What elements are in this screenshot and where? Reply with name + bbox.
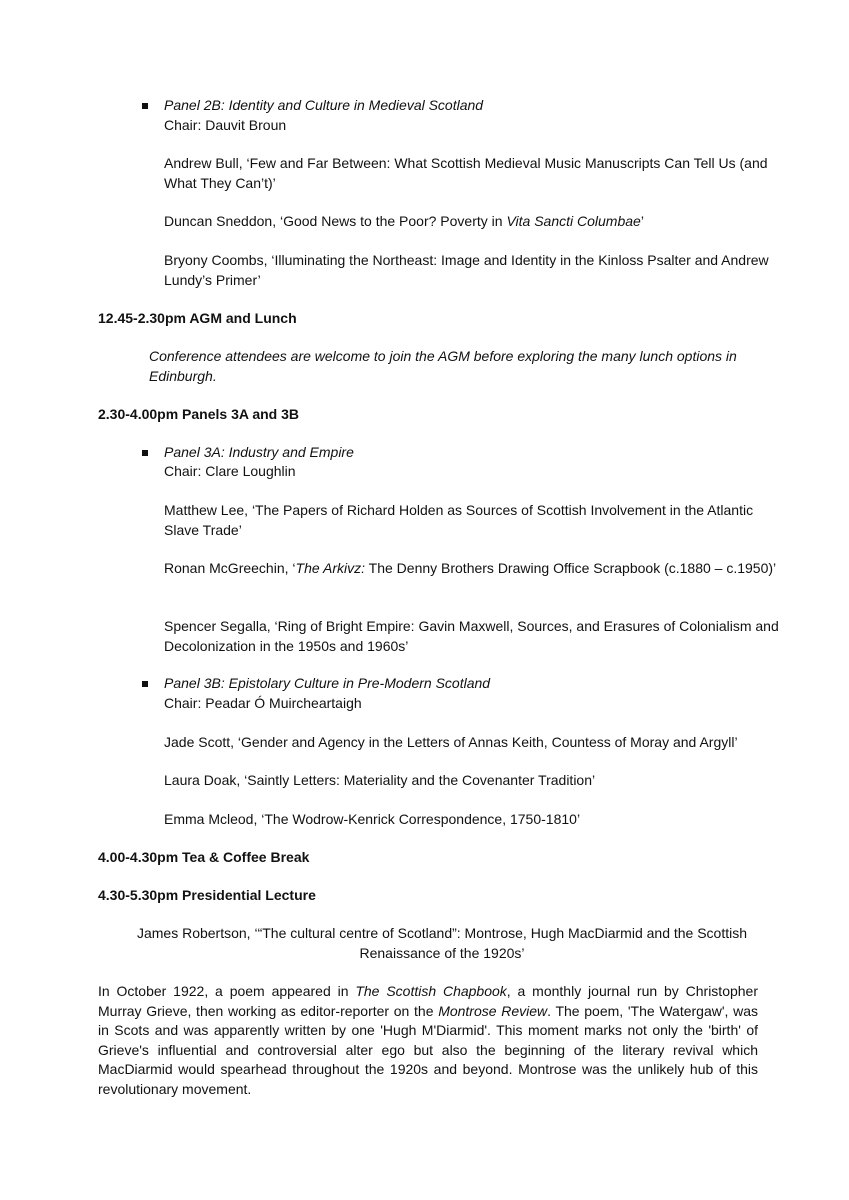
paper-entry: Matthew Lee, ‘The Papers of Richard Holden as Sources of Scottish Involvement in the Atlantic Slave Trade’ — [164, 502, 754, 538]
bullet-icon — [142, 681, 148, 687]
bullet-icon — [142, 103, 148, 109]
session-heading: 4.00-4.30pm Tea & Coffee Break — [98, 849, 310, 865]
session-heading: 4.30-5.30pm Presidential Lecture — [98, 887, 316, 903]
panel-3b-chair: Chair: Peadar Ó Muircheartaigh — [164, 695, 362, 711]
paper-entry: Duncan Sneddon, ‘Good News to the Poor? Poverty in Vita Sancti Columbae’ — [164, 213, 644, 229]
panel-3a-title: Panel 3A: Industry and Empire — [164, 444, 354, 460]
session-heading: 12.45-2.30pm AGM and Lunch — [98, 310, 297, 326]
paper-entry: Laura Doak, ‘Saintly Letters: Materiality and the Covenanter Tradition’ — [164, 772, 596, 788]
paper-entry: Andrew Bull, ‘Few and Far Between: What Scottish Medieval Music Manuscripts Can Tell Us (and What They Can’t)’ — [164, 155, 768, 191]
panel-2b-title: Panel 2B: Identity and Culture in Medieval Scotland — [164, 97, 484, 113]
panel-2b-chair: Chair: Dauvit Broun — [164, 117, 287, 133]
panel-3a-chair: Chair: Clare Loughlin — [164, 463, 296, 479]
bullet-icon — [142, 450, 148, 456]
lecture-abstract: In October 1922, a poem appeared in The Scottish Chapbook, a monthly journal run by Christopher Murray Grieve, then working as editor-reporter on the Montrose Review. The poem, 'The Watergaw', was in Scots and was apparently written by one 'Hugh M'Diarmid'. This moment marks not only the 'birth' of Grieve's influential and controversial alter ego but also the beginning of the literary revival which MacDiarmid would spearhead throughout the 1920s and beyond. Montrose was the unlikely hub of this revolutionary movement. — [98, 983, 759, 1097]
agm-note: Conference attendees are welcome to join the AGM before exploring the many lunch options in Edinburgh. — [149, 348, 737, 384]
paper-entry: Spencer Segalla, ‘Ring of Bright Empire: Gavin Maxwell, Sources, and Erasures of Colonialism and Decolonization in the 1950s and 1960s’ — [164, 618, 779, 654]
paper-entry: Emma Mcleod, ‘The Wodrow-Kenrick Correspondence, 1750-1810’ — [164, 811, 581, 827]
paper-entry: Ronan McGreechin, ‘The Arkivz: The Denny Brothers Drawing Office Scrapbook (c.1880 – c.1950)’ — [164, 560, 777, 576]
lecture-title: James Robertson, ‘“The cultural centre of Scotland”: Montrose, Hugh MacDiarmid and the Scottish Renaissance of the 1920s’ — [136, 925, 748, 961]
paper-entry: Bryony Coombs, ‘Illuminating the Northeast: Image and Identity in the Kinloss Psalter and Andrew Lundy’s Primer’ — [164, 252, 769, 288]
panel-3b-title: Panel 3B: Epistolary Culture in Pre-Modern Scotland — [164, 675, 491, 691]
session-heading: 2.30-4.00pm Panels 3A and 3B — [98, 406, 300, 422]
paper-entry: Jade Scott, ‘Gender and Agency in the Letters of Annas Keith, Countess of Moray and Argyll’ — [164, 734, 738, 750]
